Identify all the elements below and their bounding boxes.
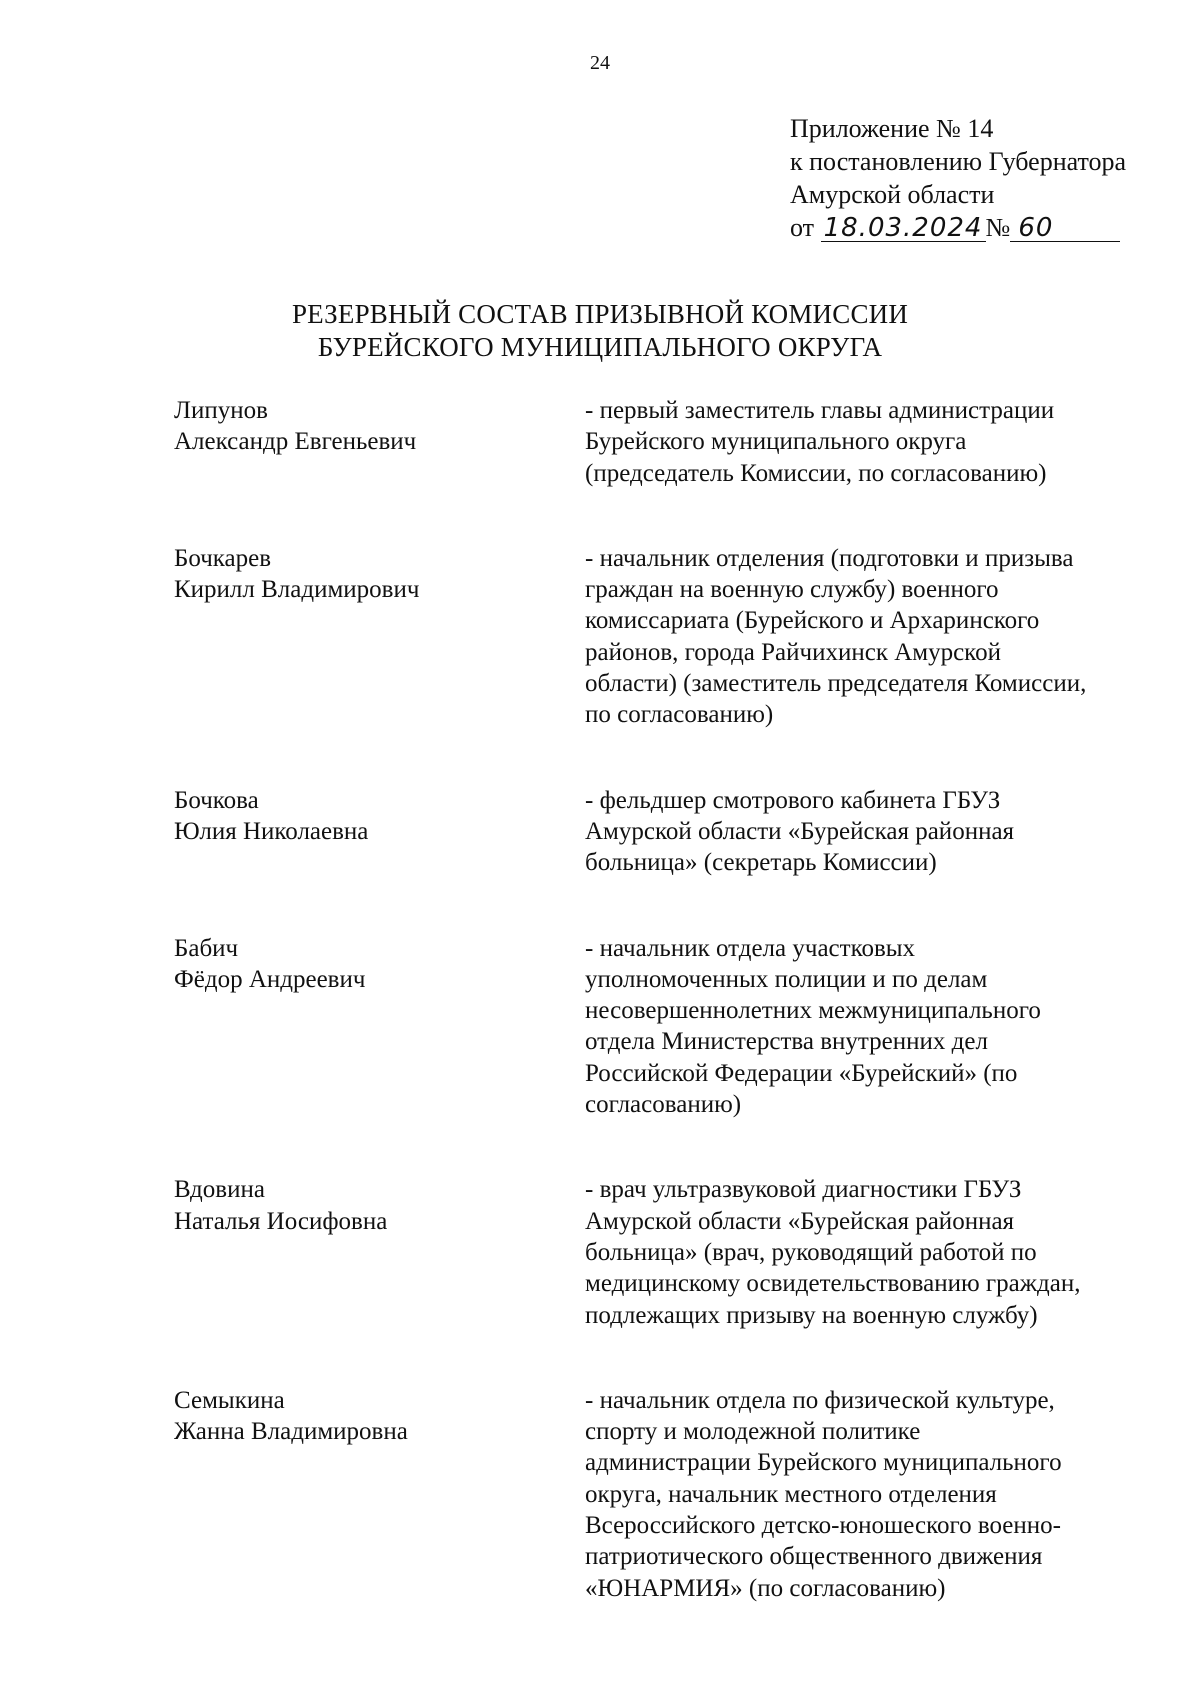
member-name	[174, 1385, 585, 1604]
member-role-line: администрации Бурейского муниципального	[585, 1449, 1062, 1477]
member-given-names: Жанна Владимировна	[174, 1418, 408, 1446]
member-entry	[174, 1174, 1174, 1330]
member-entry	[174, 1385, 1174, 1604]
member-name	[174, 933, 585, 1121]
member-role-line: медицинскому освидетельствованию граждан,	[585, 1270, 1081, 1298]
appendix-header	[790, 112, 1190, 244]
member-name	[174, 1174, 585, 1330]
member-given-names: Александр Евгеньевич	[174, 428, 417, 456]
title-line-2: БУРЕЙСКОГО МУНИЦИПАЛЬНОГО ОКРУГА	[317, 332, 883, 362]
member-role-line: Амурской области «Бурейская районная	[585, 817, 1015, 845]
member-given-names: Кирилл Владимирович	[174, 576, 420, 604]
appendix-number: Приложение № 14	[790, 114, 994, 143]
member-role-line: округа, начальник местного отделения	[585, 1480, 997, 1508]
document-title	[0, 298, 1200, 364]
appendix-region: Амурской области	[790, 180, 995, 209]
page-number: 24	[590, 52, 610, 74]
appendix-date-line	[790, 211, 1190, 244]
member-role	[585, 785, 1160, 879]
handwritten-date: 18.03.2024	[821, 215, 986, 242]
handwritten-number: 60	[1010, 215, 1120, 242]
member-role-line: области) (заместитель председателя Комиссии,	[585, 670, 1087, 698]
member-role	[585, 1174, 1160, 1330]
member-role-line: спорту и молодежной политике	[585, 1418, 921, 1446]
member-role-line: по согласованию)	[585, 701, 774, 729]
member-given-names: Наталья Иосифовна	[174, 1207, 388, 1235]
member-role	[585, 1385, 1160, 1604]
member-role-line: отдела Министерства внутренних дел	[585, 1028, 988, 1056]
member-name	[174, 395, 585, 489]
member-name	[174, 785, 585, 879]
member-role-line: Бурейского муниципального округа	[585, 428, 967, 456]
member-entry	[174, 785, 1174, 879]
member-role-line: больница» (секретарь Комиссии)	[585, 849, 937, 877]
member-list	[174, 395, 1174, 1604]
member-role-line: комиссариата (Бурейского и Архаринского	[585, 607, 1040, 635]
member-entry	[174, 933, 1174, 1121]
member-surname: Бабич	[174, 934, 239, 962]
number-label: №	[985, 213, 1011, 242]
member-role-line: Российской Федерации «Бурейский» (по	[585, 1059, 1018, 1087]
member-role	[585, 395, 1160, 489]
member-role-line: Всероссийского детско-юношеского военно-	[585, 1512, 1061, 1540]
member-entry	[174, 395, 1174, 489]
member-role-line: районов, города Райчихинск Амурской	[585, 638, 1001, 666]
member-given-names: Фёдор Андреевич	[174, 965, 366, 993]
member-surname: Семыкина	[174, 1386, 285, 1414]
member-name	[174, 543, 585, 731]
member-surname: Бочкарев	[174, 544, 272, 572]
member-role-line: подлежащих призыву на военную службу)	[585, 1301, 1038, 1329]
member-surname: Вдовина	[174, 1176, 265, 1204]
member-role	[585, 933, 1160, 1121]
member-role-line: патриотического общественного движения	[585, 1543, 1043, 1571]
title-line-1: РЕЗЕРВНЫЙ СОСТАВ ПРИЗЫВНОЙ КОМИССИИ	[291, 299, 909, 329]
appendix-decree-ref: к постановлению Губернатора	[790, 147, 1127, 176]
member-role-line: несовершеннолетних межмуниципального	[585, 997, 1041, 1025]
member-role-line: - врач ультразвуковой диагностики ГБУЗ	[585, 1176, 1022, 1204]
member-role-line: уполномоченных полиции и по делам	[585, 965, 988, 993]
member-role-line: граждан на военную службу) военного	[585, 576, 999, 604]
member-role-line: - начальник отдела участковых	[585, 934, 916, 962]
member-surname: Липунов	[174, 397, 268, 424]
member-role-line: согласованию)	[585, 1091, 742, 1119]
member-role-line: (председатель Комиссии, по согласованию)	[585, 459, 1047, 487]
member-role-line: Амурской области «Бурейская районная	[585, 1207, 1015, 1235]
member-entry	[174, 543, 1174, 731]
member-role-line: больница» (врач, руководящий работой по	[585, 1238, 1037, 1266]
member-role-line: - первый заместитель главы администрации	[585, 397, 1055, 424]
member-role-line: «ЮНАРМИЯ» (по согласованию)	[585, 1574, 946, 1602]
member-role-line: - начальник отдела по физической культуре,	[585, 1386, 1055, 1414]
member-surname: Бочкова	[174, 786, 259, 814]
member-role	[585, 543, 1160, 731]
member-role-line: - фельдшер смотрового кабинета ГБУЗ	[585, 786, 1001, 814]
member-role-line: - начальник отделения (подготовки и призыва	[585, 544, 1074, 572]
from-label: от	[790, 213, 815, 242]
member-given-names: Юлия Николаевна	[174, 817, 369, 845]
